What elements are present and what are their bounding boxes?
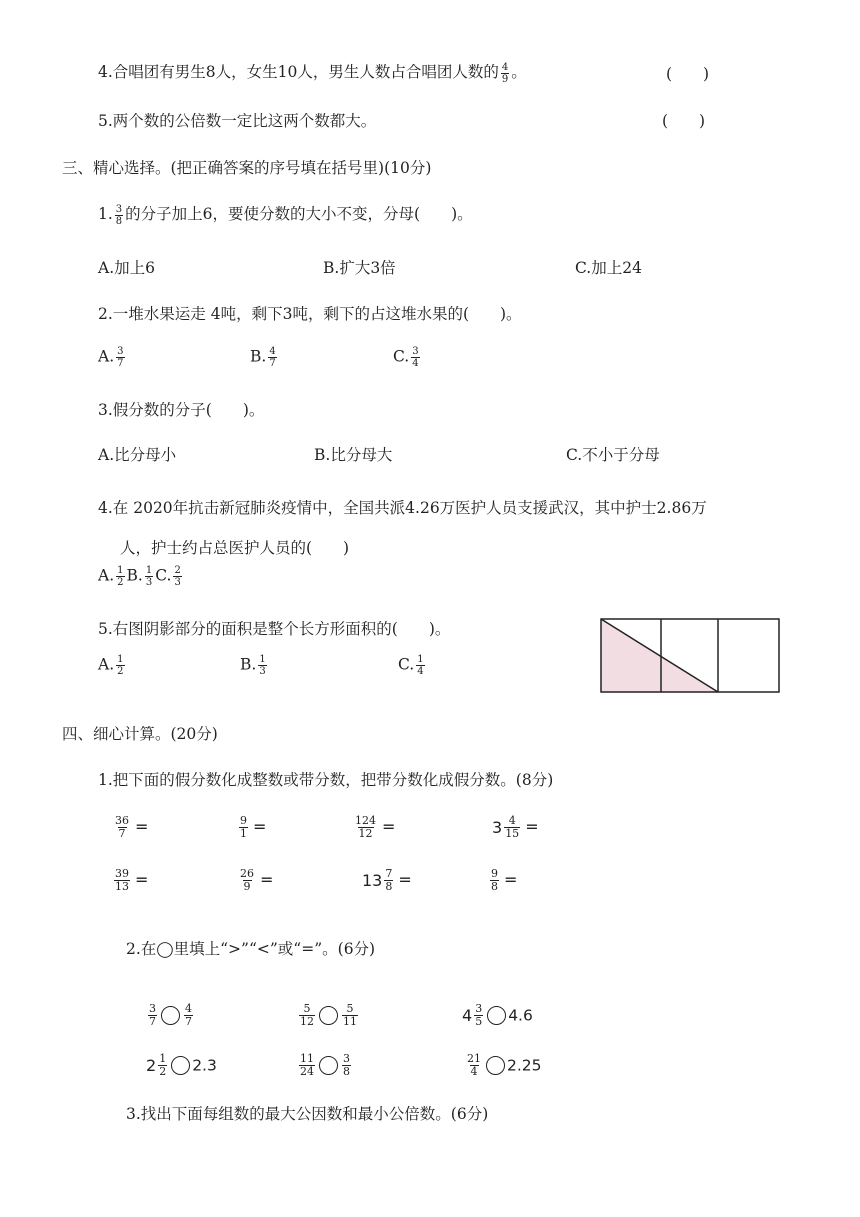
rectangle-figure	[598, 616, 784, 696]
s3-q4-line2: 人，护士约占总医护人员的( )	[120, 539, 350, 557]
conversion-item: $\frac{36}{7}$ =	[115, 814, 149, 840]
conversion-item: $\frac{26}{9}$ =	[240, 867, 274, 893]
s3-q1: 1. $\frac{3}{8}$ 的分子加上6，要使分数的大小不变，分母( )。	[98, 203, 473, 227]
conversion-item: $\frac{9}{8}$ =	[491, 867, 518, 893]
s3-q1-fraction: $\frac{3}{8}$	[115, 203, 123, 227]
section3-title: 三、精心选择。(把正确答案的序号填在括号里)(10分)	[62, 159, 432, 177]
s3-q4-line1: 4.在 2020年抗击新冠肺炎疫情中，全国共派4.26万医护人员支援武汉，其中护士2.86万	[98, 499, 707, 517]
s3-q5-text: 5.右图阴影部分的面积是整个长方形面积的( )。	[98, 620, 451, 638]
comparison-item: $\frac{21}{4}$ 2.25	[467, 1052, 542, 1078]
comparison-item: $\frac{3}{7}$ $\frac{4}{7}$	[149, 1002, 192, 1028]
comparison-item: $\frac{5}{12}$ $\frac{5}{11}$	[300, 1002, 357, 1028]
s3-q5-option-b[interactable]: B. $\frac{1}{3}$	[240, 654, 266, 677]
comparison-item: 4 $\frac{3}{5}$ 4.6	[462, 1002, 533, 1028]
conversion-item: 3 $\frac{4}{15}$ =	[492, 814, 539, 840]
judge-q4-answer-paren[interactable]: ( )	[666, 65, 710, 83]
answer-circle[interactable]	[171, 1056, 190, 1075]
s4-q1-text: 1.把下面的假分数化成整数或带分数，把带分数化成假分数。(8分)	[98, 771, 554, 789]
s3-q2-option-b[interactable]: B. $\frac{4}{7}$	[250, 346, 276, 369]
s3-q2-option-c[interactable]: C. $\frac{3}{4}$	[393, 346, 419, 369]
s3-q3-option-c[interactable]: C.不小于分母	[566, 446, 660, 464]
s3-q1-option-a[interactable]: A.加上6	[98, 259, 155, 277]
s3-q1-text: 的分子加上6，要使分数的大小不变，分母( )。	[125, 205, 473, 223]
comparison-item: $\frac{11}{24}$ $\frac{3}{8}$	[300, 1052, 350, 1078]
comparison-item: 2 $\frac{1}{2}$ 2.3	[146, 1052, 217, 1078]
s3-q1-option-b[interactable]: B.扩大3倍	[323, 259, 396, 277]
judge-q4-fraction: $\frac{4}{9}$	[501, 61, 509, 85]
conversion-item: $\frac{9}{1}$ =	[240, 814, 267, 840]
s3-q4-options[interactable]: A. $\frac{1}{2}$ B. $\frac{1}{3}$ C. $\frac{2}{3}$	[98, 565, 181, 588]
judge-q5-text: 5.两个数的公倍数一定比这两个数都大。	[98, 112, 377, 130]
conversion-item: $\frac{124}{12}$ =	[355, 814, 396, 840]
s3-q3-option-a[interactable]: A.比分母小	[98, 446, 177, 464]
s3-q2-option-a[interactable]: A. $\frac{3}{7}$	[98, 346, 124, 369]
judge-q4: 4.合唱团有男生8人，女生10人，男生人数占合唱团人数的 $\frac{4}{9}$ 。	[98, 61, 527, 85]
s4-q3-text: 3.找出下面每组数的最大公因数和最小公倍数。(6分)	[126, 1105, 489, 1123]
answer-circle[interactable]	[161, 1006, 180, 1025]
s3-q5-option-a[interactable]: A. $\frac{1}{2}$	[98, 654, 124, 677]
s3-q1-option-c[interactable]: C.加上24	[575, 259, 642, 277]
answer-circle[interactable]	[486, 1056, 505, 1075]
s3-q3-text: 3.假分数的分子( )。	[98, 401, 265, 419]
s3-q2-text: 2.一堆水果运走 4吨，剩下3吨，剩下的占这堆水果的( )。	[98, 305, 522, 323]
s3-q3-option-b[interactable]: B.比分母大	[314, 446, 393, 464]
s4-q2-text: 2.在◯里填上“>”“<”或“=”。(6分)	[126, 940, 376, 958]
conversion-item: 13 $\frac{7}{8}$ =	[362, 867, 412, 893]
answer-circle[interactable]	[319, 1006, 338, 1025]
judge-q5-answer-paren[interactable]: ( )	[662, 112, 706, 130]
conversion-item: $\frac{39}{13}$ =	[115, 867, 149, 893]
section4-title: 四、细心计算。(20分)	[62, 725, 218, 743]
answer-circle[interactable]	[319, 1056, 338, 1075]
answer-circle[interactable]	[487, 1006, 506, 1025]
judge-q4-text: 4.合唱团有男生8人，女生10人，男生人数占合唱团人数的	[98, 63, 499, 81]
s3-q5-option-c[interactable]: C. $\frac{1}{4}$	[398, 654, 424, 677]
